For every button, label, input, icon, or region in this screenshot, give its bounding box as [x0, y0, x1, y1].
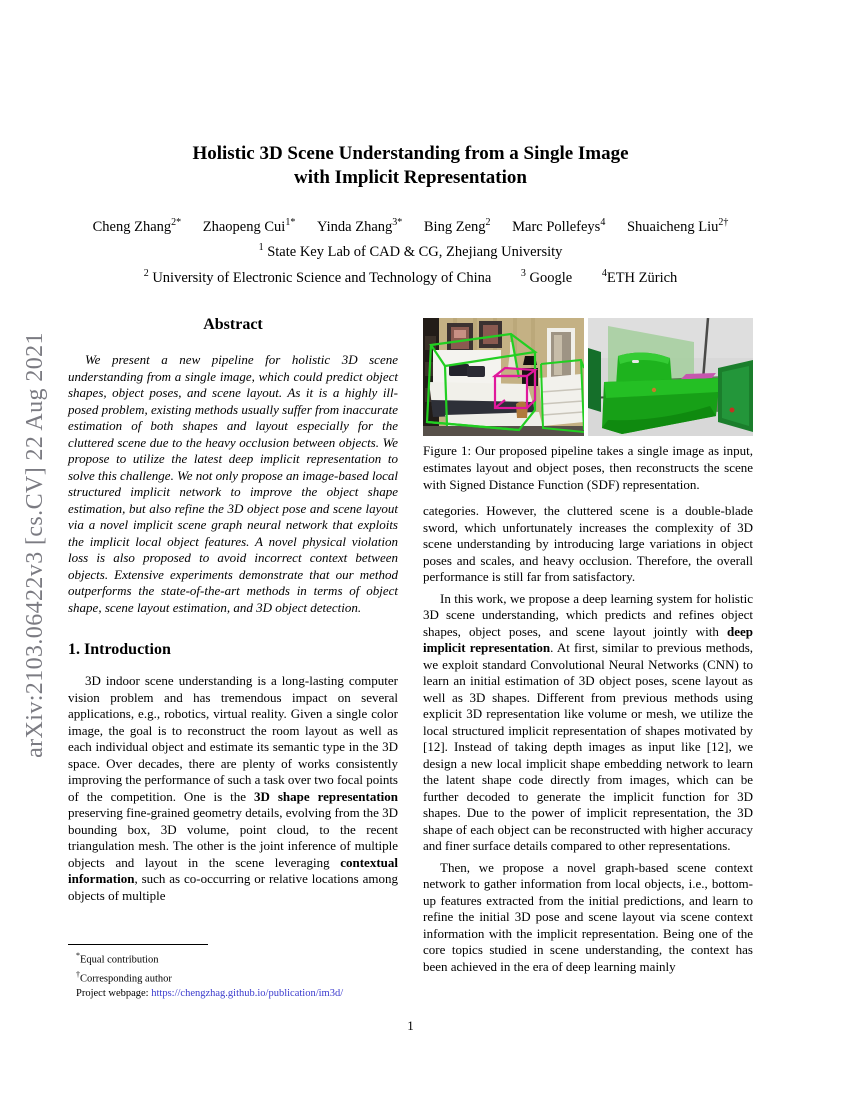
page-title: [68, 142, 753, 190]
author: Cheng Zhang$^{2*}$: [92, 217, 182, 235]
affiliation-line-1: $^1$ State Key Lab of CAD & CG, Zhejiang University: [258, 241, 563, 260]
footnote-block: [68, 944, 398, 1002]
figure1: [423, 318, 753, 436]
abstract-body: We present a new pipeline for holistic 3D scene understanding from a single image, which could predict object shapes, object poses, and scene layout. As it is a highly ill-posed problem, existing methods usually suffer from inaccurate estimation of both shapes and layout especially for the cluttered scene due to the heavy occlusion between objects. We propose to utilize the latest deep implicit representation to solve this challenge. We not only propose an image-based local structured implicit network to improve the object shape estimation, but also refine the 3D object pose and scene layout via a novel implicit scene graph neural network that exploits the implicit local object features. A novel physical violation loss is also proposed to avoid incorrect context between objects. Extensive experiments demonstrate that our method outperforms the state-of-the-art methods in terms of object shape, scene layout estimation, and 3D object detection.: [68, 352, 398, 615]
abstract-heading: Abstract: [203, 316, 263, 333]
footnote-corresponding-author: †Corresponding author: [76, 970, 172, 985]
author: Shuaicheng Liu$^{2\dagger}$: [626, 217, 729, 235]
author: Zhaopeng Cui$^{1*}$: [202, 217, 296, 235]
footnote-rule: [68, 944, 208, 945]
affiliation-line-2: $^2$ University of Electronic Science and Technology of China $^3$ Google $^4$ETH Zürich: [143, 267, 678, 286]
page-number: 1: [407, 1018, 414, 1033]
title-line2: with Implicit Representation: [294, 167, 527, 188]
title-line1: Holistic 3D Scene Understanding from a Single Image: [192, 143, 629, 164]
intro-paragraph-1: 3D indoor scene understanding is a long-lasting computer vision problem and has tremendous impact on several applications, e.g., robotics, virtual reality. Given a single color image, the goal is to reconstruct the room layout as well as each individual object and estimate its semantic type in the 3D space. Over decades, there are plenty of works consistently improving the performance of such a task over two focal points of the competition. One is the 3D shape representation preserving fine-grained geometry details, evolving from the 3D bounding box, 3D volume, point cloud, to the recent triangulation mesh. The other is the joint inference of multiple objects and layout in the scene leveraging contextual information, such as co-occurring or relative locations among objects of multiple: [68, 673, 399, 903]
figure1-input-image: [423, 318, 584, 436]
footnote-project-webpage: Project webpage: https://chengzhag.github.io/publication/im3d/: [76, 988, 344, 999]
picture-frame: [447, 323, 473, 353]
left-column: [68, 316, 398, 909]
left-object-box: [588, 348, 601, 412]
figure1-caption: Figure 1: Our proposed pipeline takes a single image as input, estimates layout and object poses, then reconstructs the scene with Signed Distance Function (SDF) representation.: [423, 443, 753, 492]
project-webpage-link[interactable]: https://chengzhag.github.io/publication/im3d/: [151, 988, 344, 999]
col2-paragraph-1: categories. However, the cluttered scene is a double-blade sword, which unfortunately increases the complexity of 3D scene understanding by introducing large variations in object poses and scales, and heavy occlusion. Therefore, the overall performance is still far from satisfactory.: [423, 503, 753, 584]
author: Bing Zeng$^2$: [423, 217, 491, 235]
dresser: [539, 374, 584, 426]
col2-paragraph-2: In this work, we propose a deep learning system for holistic 3D scene understanding, which predicts and refines object shapes, object poses, and scene layout jointly with deep implicit representation. At first, similar to previous methods, we exploit standard Convolutional Neural Networks (CNN) to learn an initial estimation of 3D object poses, scene layout as well as 3D shapes. Different from previous methods using explicit 3D representation like volume or mesh, we utilize the local structured implicit representation of shapes motivated by [12]. Instead of taking depth images as input like [12], we design a new local implicit shape embedding network to learn the latent shape code directly from images, which can be further decoded to generate the implicit function for 3D shapes. Due to the power of implicit representation, the 3D shape of each object can be reconstructed with higher accuracy and finer surface details compared to other representations.: [423, 590, 754, 853]
author-line: [68, 217, 753, 236]
right-object-box: [718, 360, 753, 432]
col2-paragraph-3: Then, we propose a novel graph-based scene context network to gather information from local objects, i.e., bottom-up features extracted from the initial predictions, and learn to refine the initial 3D pose and scene layout via scene context information with the implicit representation. Being one of the core topics studied in scene understanding, the context has been achieved in the era of deep learning mainly: [423, 859, 753, 974]
arxiv-watermark: arXiv:2103.06422v3 [cs.CV] 22 Aug 2021: [22, 332, 48, 758]
figure1-sdf-reconstruction-image: [588, 318, 753, 436]
picture-frame: [479, 321, 502, 348]
paper-header: [68, 142, 753, 287]
footnote-equal-contribution: *Equal contribution: [76, 951, 159, 966]
author: Marc Pollefeys$^4$: [512, 217, 606, 235]
right-column: [423, 318, 753, 980]
author: Yinda Zhang$^{3*}$: [316, 217, 403, 235]
section-heading-introduction: 1. Introduction: [68, 641, 171, 658]
